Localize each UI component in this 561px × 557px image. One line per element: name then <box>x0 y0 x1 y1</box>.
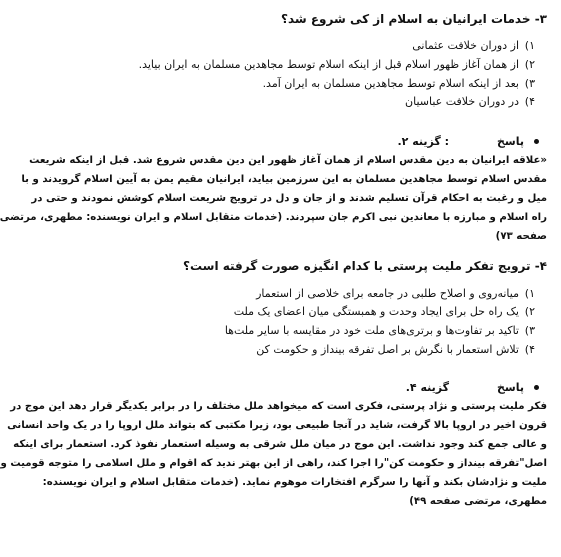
question-3-title: ۳- خدمات ایرانیان به اسلام از کی شروع شد؟ <box>280 12 547 26</box>
q4-explanation-line: مطهری، مرتضی صفحه ۴۹) <box>409 496 547 507</box>
q4-explanation-line: ملیت و نژادشان بکند و آنها را سرگرم افتخارات موهوم نماید. (خدمات متقابل اسلام و ایران نویسنده: <box>42 477 547 488</box>
option-text: تاکید بر تفاوت‌ها و برتری‌های ملت خود در مقایسه با سایر ملت‌ها <box>224 324 519 337</box>
q3-explanation-line: صفحه ۷۳) <box>495 231 547 242</box>
q3-explanation-line: میل و رغبت به احکام قرآن تسلیم شدند و از جان و دل در ترویج شریعت اسلام کوشش نمودند و حتی در <box>31 193 547 204</box>
option-number: ۳) <box>524 324 535 337</box>
q4-option-4 <box>256 343 535 356</box>
q3-option-1 <box>412 39 535 52</box>
q4-explanation-line: و عالی جمع کند وجود نداشت. این موج در میان ملل شرقی به وسیله استعمار نفوذ کرد. استعمار برای اینکه <box>13 439 547 450</box>
q3-explanation-line: راه اسلام و مبارزه با معاندین نبی اکرم جان سپردند. (خدمات متقابل اسلام و ایران نویسنده: مطهری، مرتضی <box>0 212 547 223</box>
option-number: ۴) <box>524 343 535 356</box>
option-number: ۴) <box>524 95 535 108</box>
answer-label: پاسخ <box>496 381 524 394</box>
q3-answer-heading <box>397 135 539 148</box>
answer-choice: گزینه ۴. <box>405 381 449 394</box>
q3-explanation-line: مقدس اسلام توسط مجاهدین مسلمان به این سرزمین بیاید، ایرانیان مقیم یمن به آیین اسلام گرویدند و با <box>21 174 547 185</box>
option-text: تلاش استعمار با نگرش بر اصل تفرقه بینداز و حکومت کن <box>256 343 519 356</box>
q3-explanation-line: «علاقه ایرانیان به دین مقدس اسلام از همان آغاز ظهور این دین مقدس شروع شد. قبل از اینکه شریعت <box>29 155 547 166</box>
q4-option-1 <box>256 287 535 300</box>
option-number: ۳) <box>524 77 535 90</box>
q3-option-3 <box>263 77 535 90</box>
q4-explanation-line: اصل"تفرقه بینداز و حکومت کن"را اجرا کند، راهی از این بهتر ندید که اقوام و ملل اسلامی را متوجه قومیت و <box>0 458 547 469</box>
option-number: ۱) <box>524 287 535 300</box>
bullet-icon <box>534 139 539 144</box>
q4-option-3 <box>225 324 535 337</box>
q4-explanation-line: فکر ملیت پرستی و نژاد پرستی، فکری است که میخواهد ملل مختلف را در برابر یکدیگر قرار دهد این موج در <box>10 401 547 412</box>
option-number: ۱) <box>524 39 535 52</box>
option-number: ۲) <box>524 58 535 71</box>
option-text: میانه‌روی و اصلاح طلبی در جامعه برای خلاصی از استعمار <box>256 287 519 300</box>
q4-answer-heading <box>406 381 539 394</box>
option-number: ۲) <box>524 305 535 318</box>
option-text: در دوران خلافت عباسیان <box>405 95 519 108</box>
q4-explanation-line: قرون اخیر در اروپا بالا گرفت، شاید در آنجا طبیعی بود، زیرا مکتبی که بتواند ملل اروپا را در یک واحد انسانی <box>7 420 547 431</box>
answer-choice: : گزینه ۲. <box>397 135 449 148</box>
q3-option-2 <box>139 58 535 71</box>
question-4-title: ۴- ترویج تفکر ملیت پرستی با کدام انگیزه صورت گرفته است؟ <box>182 259 547 273</box>
option-text: از همان آغاز ظهور اسلام قبل از اینکه اسلام توسط مجاهدین مسلمان به ایران بیاید. <box>138 58 519 71</box>
bullet-icon <box>534 385 539 390</box>
option-text: بعد از اینکه اسلام توسط مجاهدین مسلمان به ایران آمد. <box>262 77 519 90</box>
q3-option-4 <box>405 95 535 108</box>
option-text: از دوران خلافت عثمانی <box>412 39 519 52</box>
option-text: یک راه حل برای ایجاد وحدت و همبستگی میان اعضای یک ملت <box>233 305 519 318</box>
q4-option-2 <box>234 305 535 318</box>
answer-label: پاسخ <box>496 135 524 148</box>
